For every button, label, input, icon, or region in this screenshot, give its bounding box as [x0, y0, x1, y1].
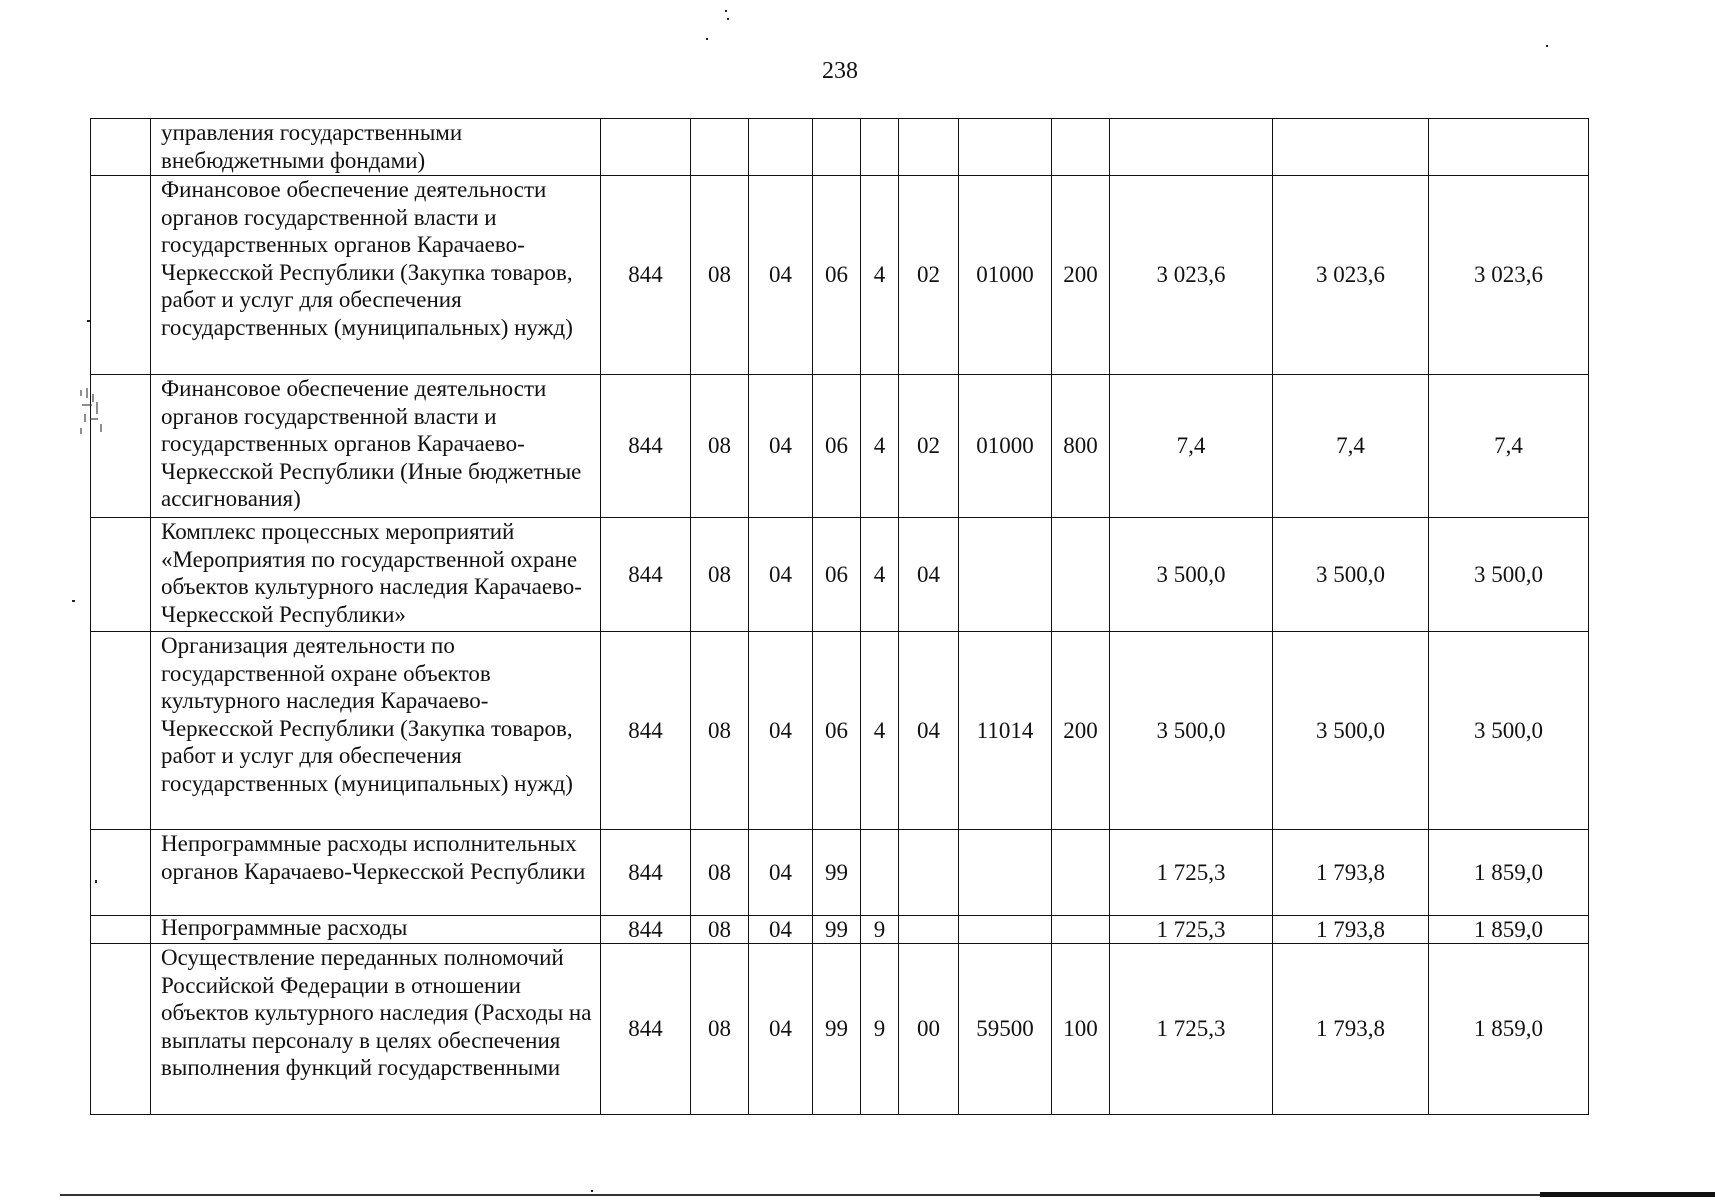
code-cell: 08 [691, 176, 749, 375]
amount-cell: 3 500,0 [1429, 632, 1589, 830]
code-cell: 9 [861, 916, 899, 944]
code-cell [601, 119, 691, 176]
code-cell [1052, 518, 1110, 632]
code-cell: 800 [1052, 375, 1110, 518]
code-cell: 04 [899, 632, 959, 830]
amount-cell: 1 859,0 [1429, 916, 1589, 944]
code-cell: 4 [861, 518, 899, 632]
code-cell [861, 830, 899, 916]
scan-edge-line [1540, 1192, 1715, 1197]
code-cell [813, 119, 861, 176]
code-cell: 01000 [959, 176, 1052, 375]
code-cell: 844 [601, 830, 691, 916]
code-cell [1052, 916, 1110, 944]
scan-speck [591, 1190, 593, 1192]
scan-speck [1546, 45, 1548, 47]
scan-speck [725, 10, 727, 12]
code-cell: 02 [899, 176, 959, 375]
code-cell: 04 [749, 176, 813, 375]
code-cell [899, 916, 959, 944]
amount-cell: 1 859,0 [1429, 944, 1589, 1115]
row-number-cell [91, 176, 151, 375]
scan-speck [706, 38, 708, 40]
row-name-cell: Комплекс процессных мероприятий «Мероприятия по государственной охране объектов культурного наследия Карачаево-Черкесской Республики» [151, 518, 601, 632]
code-cell: 04 [749, 830, 813, 916]
amount-cell: 3 023,6 [1429, 176, 1589, 375]
code-cell [959, 830, 1052, 916]
amount-cell: 1 725,3 [1110, 830, 1273, 916]
table-row [91, 632, 1589, 830]
table-row [91, 375, 1589, 518]
code-cell: 08 [691, 916, 749, 944]
code-cell: 844 [601, 375, 691, 518]
code-cell: 06 [813, 176, 861, 375]
budget-table [90, 118, 1589, 1115]
code-cell: 01000 [959, 375, 1052, 518]
code-cell: 844 [601, 944, 691, 1115]
code-cell: 06 [813, 518, 861, 632]
code-cell [691, 119, 749, 176]
row-number-cell [91, 632, 151, 830]
row-number-cell [91, 119, 151, 176]
code-cell [899, 119, 959, 176]
code-cell: 04 [899, 518, 959, 632]
row-number-cell [91, 916, 151, 944]
page-number: 238 [822, 58, 858, 84]
code-cell: 00 [899, 944, 959, 1115]
code-cell: 59500 [959, 944, 1052, 1115]
code-cell: 200 [1052, 176, 1110, 375]
amount-cell: 3 500,0 [1110, 632, 1273, 830]
amount-cell: 1 859,0 [1429, 830, 1589, 916]
amount-cell: 7,4 [1110, 375, 1273, 518]
amount-cell: 1 725,3 [1110, 944, 1273, 1115]
amount-cell: 3 500,0 [1273, 518, 1429, 632]
row-name-cell: Организация деятельности по государственной охране объектов культурного наследия Карачаево-Черкесской Республики (Закупка товаров, работ и услуг для обеспечения государственных (муниципальных) нужд) [151, 632, 601, 830]
amount-cell: 7,4 [1429, 375, 1589, 518]
amount-cell [1429, 119, 1589, 176]
code-cell: 844 [601, 632, 691, 830]
code-cell: 04 [749, 518, 813, 632]
code-cell [749, 119, 813, 176]
code-cell: 06 [813, 375, 861, 518]
amount-cell: 3 500,0 [1110, 518, 1273, 632]
scan-speck [95, 880, 97, 883]
row-name-cell: Непрограммные расходы [151, 916, 601, 944]
table-row [91, 119, 1589, 176]
code-cell: 04 [749, 375, 813, 518]
code-cell: 08 [691, 518, 749, 632]
amount-cell: 3 500,0 [1429, 518, 1589, 632]
amount-cell: 1 793,8 [1273, 944, 1429, 1115]
code-cell [959, 518, 1052, 632]
amount-cell [1110, 119, 1273, 176]
amount-cell: 3 023,6 [1273, 176, 1429, 375]
code-cell: 99 [813, 916, 861, 944]
code-cell: 08 [691, 375, 749, 518]
code-cell [861, 119, 899, 176]
table-row [91, 916, 1589, 944]
row-name-cell: Финансовое обеспечение деятельности органов государственной власти и государственных органов Карачаево-Черкесской Республики (Закупка товаров, работ и услуг для обеспечения государственных (муниципальных) нужд) [151, 176, 601, 375]
code-cell [1052, 119, 1110, 176]
code-cell: 844 [601, 176, 691, 375]
row-name-cell: Осуществление переданных полномочий Российской Федерации в отношении объектов культурного наследия (Расходы на выплаты персоналу в целях обеспечения выполнения функций государственными [151, 944, 601, 1115]
amount-cell: 7,4 [1273, 375, 1429, 518]
code-cell: 4 [861, 632, 899, 830]
code-cell: 9 [861, 944, 899, 1115]
amount-cell [1273, 119, 1429, 176]
row-name-cell: Финансовое обеспечение деятельности органов государственной власти и государственных органов Карачаево-Черкесской Республики (Иные бюджетные ассигнования) [151, 375, 601, 518]
table-row [91, 176, 1589, 375]
code-cell [959, 916, 1052, 944]
scan-smudge [78, 388, 106, 438]
code-cell [899, 830, 959, 916]
code-cell: 844 [601, 518, 691, 632]
amount-cell: 1 725,3 [1110, 916, 1273, 944]
code-cell: 4 [861, 375, 899, 518]
code-cell: 08 [691, 944, 749, 1115]
code-cell: 99 [813, 830, 861, 916]
scan-speck [87, 320, 90, 322]
row-number-cell [91, 518, 151, 632]
table-row [91, 518, 1589, 632]
code-cell: 11014 [959, 632, 1052, 830]
code-cell: 200 [1052, 632, 1110, 830]
amount-cell: 3 500,0 [1273, 632, 1429, 830]
code-cell: 08 [691, 830, 749, 916]
code-cell [1052, 830, 1110, 916]
scan-speck [72, 600, 75, 602]
code-cell: 06 [813, 632, 861, 830]
code-cell: 08 [691, 632, 749, 830]
code-cell: 4 [861, 176, 899, 375]
table-row [91, 944, 1589, 1115]
amount-cell: 1 793,8 [1273, 830, 1429, 916]
code-cell: 04 [749, 944, 813, 1115]
amount-cell: 3 023,6 [1110, 176, 1273, 375]
amount-cell: 1 793,8 [1273, 916, 1429, 944]
code-cell: 100 [1052, 944, 1110, 1115]
row-name-cell: Непрограммные расходы исполнительных органов Карачаево-Черкесской Республики [151, 830, 601, 916]
code-cell: 844 [601, 916, 691, 944]
row-name-cell: управления государственными внебюджетными фондами) [151, 119, 601, 176]
code-cell: 04 [749, 916, 813, 944]
code-cell [959, 119, 1052, 176]
table-row [91, 830, 1589, 916]
table-body [91, 119, 1589, 1115]
code-cell: 99 [813, 944, 861, 1115]
code-cell: 04 [749, 632, 813, 830]
row-number-cell [91, 944, 151, 1115]
scan-edge-line [60, 1194, 1715, 1196]
code-cell: 02 [899, 375, 959, 518]
scan-speck [727, 18, 729, 20]
row-number-cell [91, 830, 151, 916]
